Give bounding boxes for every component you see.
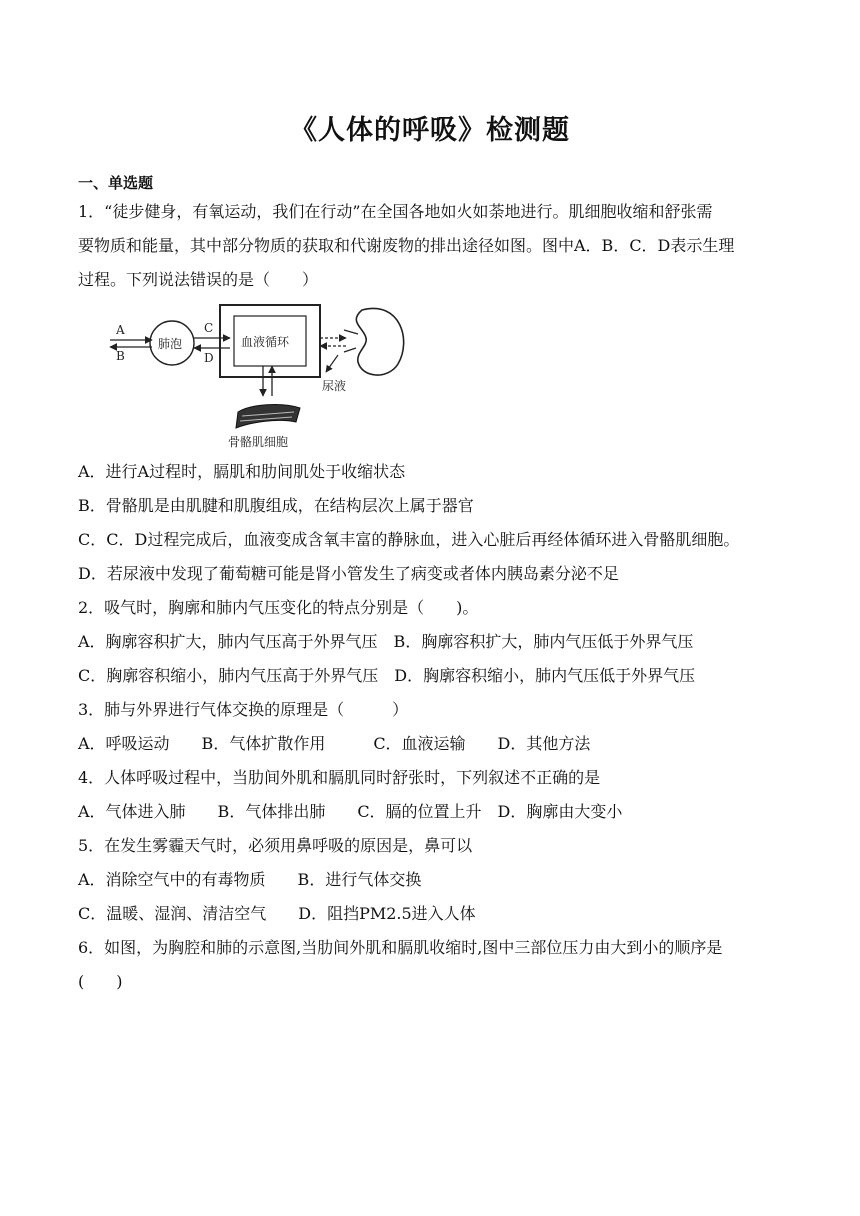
q1-option-a: A．进行A过程时，膈肌和肋间肌处于收缩状态 bbox=[78, 462, 406, 481]
q1-diagram bbox=[100, 300, 420, 455]
q2-options-cd: C．胸廓容积缩小，肺内气压高于外界气压 D．胸廓容积缩小，肺内气压低于外界气压 bbox=[78, 666, 696, 685]
q1-option-c: C．C．D过程完成后，血液变成含氧丰富的静脉血，进入心脏后再经体循环进入骨骼肌细胞。 bbox=[78, 530, 740, 549]
kidney-icon bbox=[356, 308, 403, 375]
q2-options-ab: A．胸廓容积扩大，肺内气压高于外界气压 B．胸廓容积扩大，肺内气压低于外界气压 bbox=[78, 632, 694, 651]
q4-stem: 4．人体呼吸过程中，当肋间外肌和膈肌同时舒张时，下列叙述不正确的是 bbox=[78, 768, 601, 787]
muscle-cell-icon bbox=[236, 405, 300, 428]
q3-stem: 3．肺与外界进行气体交换的原理是（ ） bbox=[78, 700, 409, 719]
q4-options: A．气体进入肺 B．气体排出肺 C．膈的位置上升 D．胸廓由大变小 bbox=[78, 802, 623, 821]
label-d: D bbox=[204, 351, 214, 365]
label-c: C bbox=[204, 321, 214, 335]
q1-stem-line-3: 过程。下列说法错误的是（ ） bbox=[78, 270, 319, 289]
q5-options-cd: C．温暖、湿润、清洁空气 D．阻挡PM2.5进入人体 bbox=[78, 904, 476, 923]
q6-stem-line-2: ( ) bbox=[78, 972, 123, 991]
q1-option-d: D．若尿液中发现了葡萄糖可能是肾小管发生了病变或者体内胰岛素分泌不足 bbox=[78, 564, 619, 583]
q1-stem-line-2: 要物质和能量，其中部分物质的获取和代谢废物的排出途径如图。图中A．B．C．D表示生理 bbox=[78, 236, 735, 255]
q2-stem: 2．吸气时，胸廓和肺内气压变化的特点分别是（ )。 bbox=[78, 598, 479, 617]
alveoli-label: 肺泡 bbox=[158, 337, 183, 351]
urine-label: 尿液 bbox=[322, 379, 347, 393]
q1-stem-line-1: 1．“徒步健身，有氧运动，我们在行动”在全国各地如火如荼地进行。肌细胞收缩和舒张需 bbox=[78, 202, 713, 221]
q5-options-ab: A．消除空气中的有毒物质 B．进行气体交换 bbox=[78, 870, 422, 889]
muscle-label: 骨骼肌细胞 bbox=[228, 435, 289, 449]
label-b: B bbox=[116, 349, 125, 363]
q1-option-b: B．骨骼肌是由肌腱和肌腹组成，在结构层次上属于器官 bbox=[78, 496, 474, 515]
q6-stem-line-1: 6．如图，为胸腔和肺的示意图,当肋间外肌和膈肌收缩时,图中三部位压力由大到小的顺序是 bbox=[78, 938, 723, 957]
q3-options: A．呼吸运动 B．气体扩散作用 C．血液运输 D．其他方法 bbox=[78, 734, 591, 753]
page-title: 《人体的呼吸》检测题 bbox=[290, 115, 570, 146]
section-heading: 一、单选题 bbox=[78, 174, 154, 192]
blood-label: 血液循环 bbox=[241, 335, 290, 349]
label-a: A bbox=[116, 323, 125, 337]
q5-stem: 5．在发生雾霾天气时，必须用鼻呼吸的原因是，鼻可以 bbox=[78, 836, 473, 855]
